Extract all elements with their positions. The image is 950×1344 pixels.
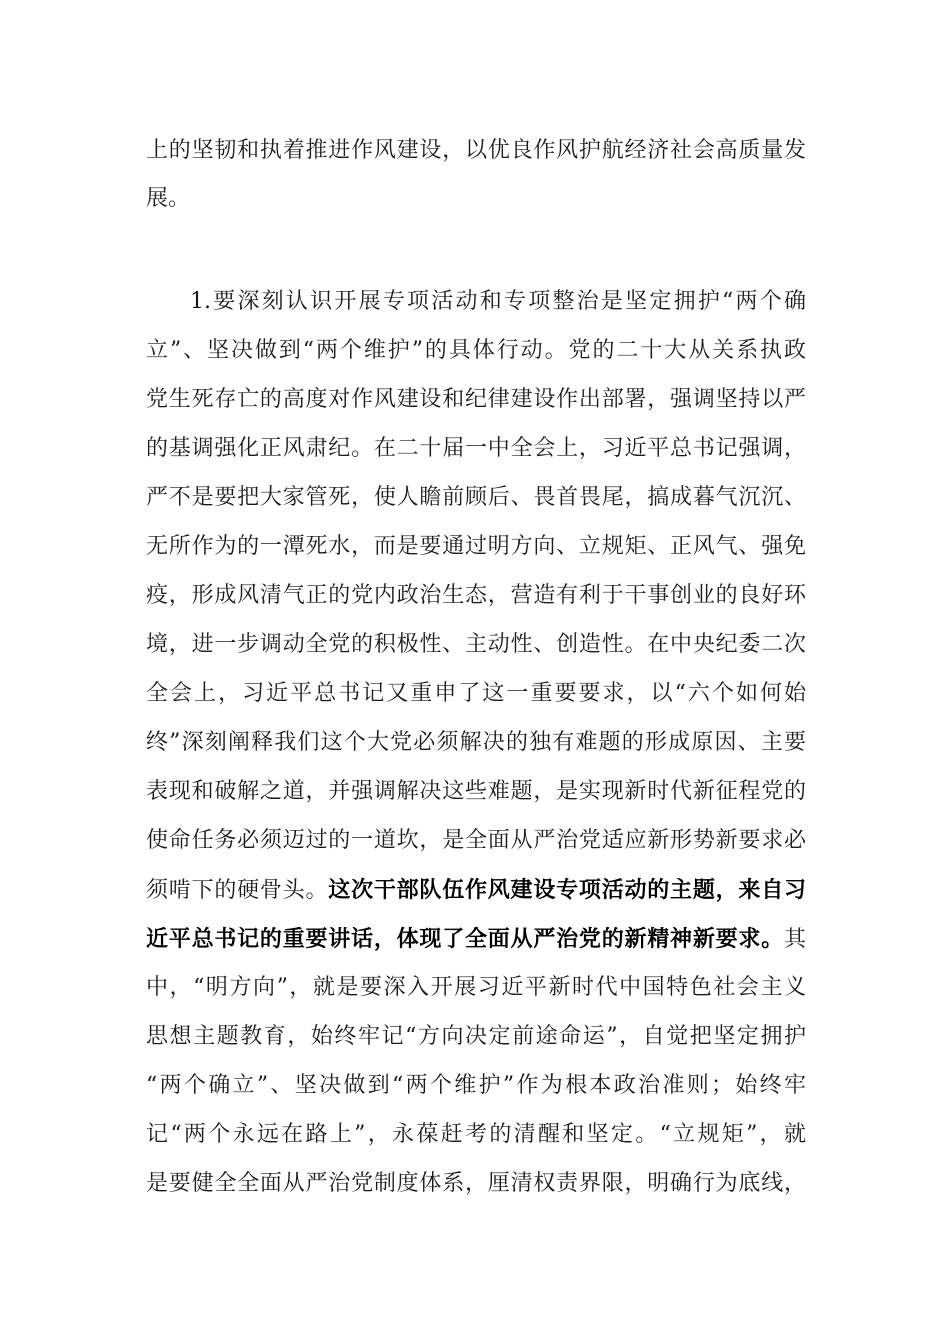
paragraph-2-line-18: 记“两个永远在路上”，永葆赶考的清醒和坚定。“立规矩”，就 (146, 1122, 806, 1147)
paragraph-2-line-5: 严不是要把大家管死，使人瞻前顾后、畏首畏尾，搞成暮气沉沉、 (146, 485, 806, 510)
paragraph-2-line-2: 立”、坚决做到“两个维护”的具体行动。党的二十大从关系执政 (146, 338, 806, 363)
paragraph-2-line-17: “两个确立”、坚决做到“两个维护”作为根本政治准则；始终牢 (146, 1073, 806, 1098)
paragraph-2-line-6: 无所作为的一潭死水，而是要通过明方向、立规矩、正风气、强免 (146, 534, 806, 559)
paragraph-2-line-4: 的基调强化正风肃纪。在二十届一中全会上，习近平总书记强调， (146, 436, 806, 461)
paragraph-2-line-12: 使命任务必须迈过的一道坎，是全面从严治党适应新形势新要求必 (146, 828, 806, 853)
highlighted-bold-text: 这次干部队伍作风建设专项活动的主题，来自习 (328, 877, 806, 903)
paragraph-2-line-3: 党生死存亡的高度对作风建设和纪律建设作出部署，强调坚持以严 (146, 387, 806, 412)
paragraph-1-line-2: 展。 (146, 186, 191, 211)
highlighted-bold-text-continued: 近平总书记的重要讲话，体现了全面从严治党的新精神新要求。 (146, 926, 784, 952)
paragraph-2-line-16: 思想主题教育，始终牢记“方向决定前途命运”，自觉把坚定拥护 (146, 1024, 806, 1049)
paragraph-2-line-19: 是要健全全面从严治党制度体系，厘清权责界限，明确行为底线， (146, 1171, 806, 1196)
line-13-plain-text: 须啃下的硬骨头。 (146, 878, 329, 903)
line-14-plain-text: 其 (783, 927, 806, 952)
paragraph-2-line-10: 终”深刻阐释我们这个大党必须解决的独有难题的形成原因、主要 (146, 730, 806, 755)
paragraph-2-line-1: 1.要深刻认识开展专项活动和专项整治是坚定拥护“两个确 (190, 289, 806, 314)
paragraph-2-line-14 (146, 919, 806, 959)
paragraph-2-line-11: 表现和破解之道，并强调解决这些难题，是实现新时代新征程党的 (146, 779, 806, 804)
paragraph-2-line-9: 全会上，习近平总书记又重申了这一重要要求，以“六个如何始 (146, 681, 806, 706)
paragraph-2-line-13 (146, 870, 806, 910)
paragraph-2-line-15: 中，“明方向”，就是要深入开展习近平新时代中国特色社会主义 (146, 975, 806, 1000)
paragraph-1-line-1: 上的坚韧和执着推进作风建设，以优良作风护航经济社会高质量发 (146, 138, 806, 163)
paragraph-2-line-7: 疫，形成风清气正的党内政治生态，营造有利于干事创业的良好环 (146, 583, 806, 608)
paragraph-2-line-8: 境，进一步调动全党的积极性、主动性、创造性。在中央纪委二次 (146, 632, 806, 657)
